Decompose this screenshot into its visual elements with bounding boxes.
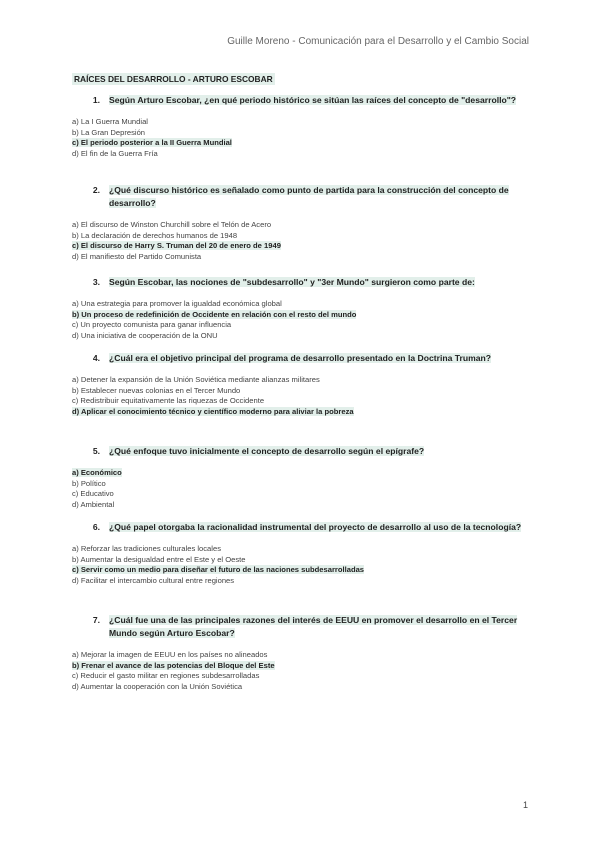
question-text: ¿Qué enfoque tuvo inicialmente el concepto de desarrollo según el epígrafe? (109, 446, 425, 456)
question-text: ¿Qué discurso histórico es señalado como punto de partida para la construcción del concepto de desarrollo? (109, 185, 509, 208)
question-block (72, 184, 532, 262)
question-block (72, 445, 532, 510)
answer-option: d) Una iniciativa de cooperación de la ONU (72, 330, 218, 340)
question-block (72, 276, 532, 341)
answer-options (72, 650, 532, 692)
question-text: Según Escobar, las nociones de "subdesarrollo" y "3er Mundo" surgieron como parte de: (109, 277, 475, 287)
answer-option: a) Mejorar la imagen de EEUU en los países no alineados (72, 650, 268, 659)
answer-options (72, 220, 532, 262)
answer-option: c) Reducir el gasto militar en regiones subdesarrolladas (72, 671, 260, 680)
question-block (72, 352, 532, 417)
question-number: 2. (92, 185, 100, 195)
answer-option: c) Un proyecto comunista para ganar influencia (72, 320, 232, 329)
document-header: Guille Moreno - Comunicación para el Desarrollo y el Cambio Social (227, 36, 529, 47)
question-block (72, 94, 532, 159)
answer-option: b) La declaración de derechos humanos de 1948 (72, 230, 238, 240)
answer-option: b) Político (72, 478, 106, 488)
answer-option: c) Educativo (72, 489, 114, 498)
answer-option: d) Facilitar el intercambio cultural entre regiones (72, 575, 235, 585)
question-text: ¿Qué papel otorgaba la racionalidad instrumental del proyecto de desarrollo al uso de la tecnología? (109, 522, 522, 532)
answer-option-correct: a) Económico (72, 468, 122, 477)
answer-option: b) Establecer nuevas colonias en el Tercer Mundo (72, 385, 241, 395)
question-heading (72, 94, 532, 107)
question-heading (72, 445, 532, 458)
answer-option: a) Una estrategia para promover la igualdad económica global (72, 299, 282, 308)
question-number: 1. (92, 95, 100, 105)
answer-options (72, 468, 532, 510)
answer-option-correct: b) Un proceso de redefinición de Occidente en relación con el resto del mundo (72, 309, 357, 319)
answer-option: d) Aumentar la cooperación con la Unión Soviética (72, 681, 243, 691)
question-block (72, 521, 532, 586)
question-number: 5. (92, 446, 100, 456)
question-number: 3. (92, 277, 100, 287)
question-number: 4. (92, 353, 100, 363)
question-text: ¿Cuál fue una de las principales razones del interés de EEUU en promover el desarrollo en el Tercer Mundo según Arturo Escobar? (109, 615, 518, 638)
question-heading (72, 352, 532, 365)
answer-option: a) Detener la expansión de la Unión Soviética mediante alianzas militares (72, 375, 320, 384)
answer-option: b) La Gran Depresión (72, 127, 146, 137)
answer-option: b) Aumentar la desigualdad entre el Este y el Oeste (72, 554, 246, 564)
answer-options (72, 117, 532, 159)
question-heading (72, 614, 532, 640)
answer-option: d) El manifiesto del Partido Comunista (72, 251, 202, 261)
answer-option-correct: c) El periodo posterior a la II Guerra Mundial (72, 138, 232, 147)
answer-option: a) La I Guerra Mundial (72, 117, 148, 126)
answer-option: a) El discurso de Winston Churchill sobre el Telón de Acero (72, 220, 272, 229)
question-heading (72, 184, 532, 210)
page-number: 1 (522, 800, 528, 810)
answer-option: a) Reforzar las tradiciones culturales locales (72, 544, 221, 553)
answer-option-correct: c) El discurso de Harry S. Truman del 20 de enero de 1949 (72, 241, 281, 250)
answer-option-correct: d) Aplicar el conocimiento técnico y científico moderno para aliviar la pobreza (72, 406, 354, 416)
answer-options (72, 375, 532, 417)
question-text: ¿Cuál era el objetivo principal del programa de desarrollo presentado en la Doctrina Truman? (109, 353, 492, 363)
answer-option-correct: b) Frenar el avance de las potencias del Bloque del Este (72, 660, 275, 670)
question-block (72, 614, 532, 692)
answer-option: d) El fin de la Guerra Fría (72, 148, 158, 158)
question-number: 7. (92, 615, 100, 625)
question-text: Según Arturo Escobar, ¿en qué periodo histórico se sitúan las raíces del concepto de "desarrollo"? (109, 95, 517, 105)
answer-options (72, 299, 532, 341)
answer-options (72, 544, 532, 586)
section-title: RAÍCES DEL DESARROLLO - ARTURO ESCOBAR (74, 74, 273, 84)
answer-option: d) Ambiental (72, 499, 115, 509)
answer-option: c) Redistribuir equitativamente las riquezas de Occidente (72, 396, 265, 405)
answer-option-correct: c) Servir como un medio para diseñar el futuro de las naciones subdesarrolladas (72, 565, 365, 574)
question-number: 6. (92, 522, 100, 532)
question-heading (72, 521, 532, 534)
question-heading (72, 276, 532, 289)
